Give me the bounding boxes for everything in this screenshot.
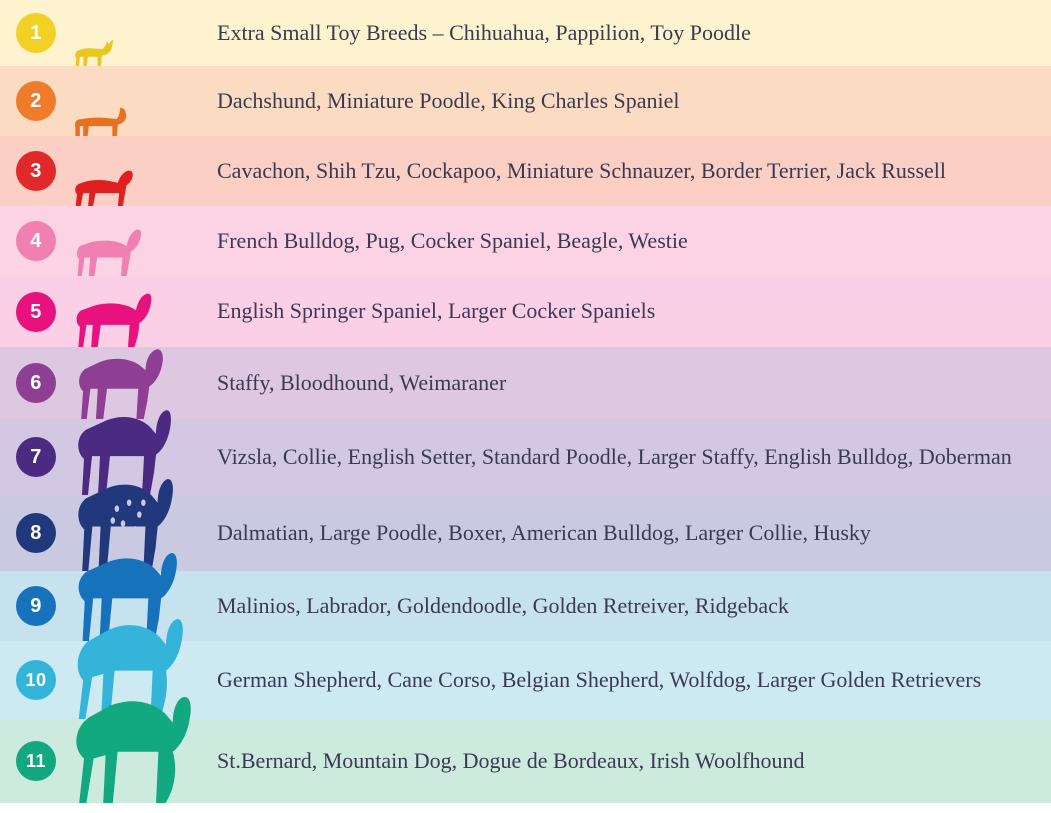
breeds-cell bbox=[212, 298, 1051, 324]
table-row bbox=[0, 719, 1051, 803]
dog-silhouette-cell bbox=[72, 136, 212, 206]
size-number-badge: 6 bbox=[16, 363, 56, 403]
size-badge-cell bbox=[0, 437, 72, 477]
size-number-badge: 3 bbox=[16, 151, 56, 191]
size-badge-cell bbox=[0, 292, 72, 332]
size-number-badge: 5 bbox=[16, 292, 56, 332]
size-badge-cell bbox=[0, 586, 72, 626]
mountain-dog-silhouette bbox=[72, 697, 192, 803]
size-number-badge: 1 bbox=[16, 13, 56, 53]
table-row bbox=[0, 0, 1051, 66]
breeds-label: Malinios, Labrador, Goldendoodle, Golden Retreiver, Ridgeback bbox=[217, 592, 789, 618]
table-row bbox=[0, 276, 1051, 347]
breeds-label: Dalmatian, Large Poodle, Boxer, American Bulldog, Larger Collie, Husky bbox=[217, 519, 871, 545]
dog-silhouette-cell bbox=[72, 206, 212, 276]
size-badge-cell bbox=[0, 660, 72, 700]
dog-silhouette-cell bbox=[72, 66, 212, 136]
size-badge-cell bbox=[0, 13, 72, 53]
breeds-cell bbox=[212, 20, 1051, 46]
breeds-label: Extra Small Toy Breeds – Chihuahua, Pappilion, Toy Poodle bbox=[217, 19, 751, 45]
breeds-cell bbox=[212, 444, 1051, 470]
spaniel-silhouette bbox=[72, 290, 152, 347]
terrier-silhouette bbox=[72, 166, 134, 206]
table-row bbox=[0, 136, 1051, 206]
breeds-cell bbox=[212, 748, 1051, 774]
size-badge-cell bbox=[0, 81, 72, 121]
dachshund-silhouette bbox=[72, 102, 128, 136]
breeds-label: Dachshund, Miniature Poodle, King Charles Spaniel bbox=[217, 87, 680, 113]
size-badge-cell bbox=[0, 151, 72, 191]
size-badge-cell bbox=[0, 363, 72, 403]
size-number-badge: 9 bbox=[16, 586, 56, 626]
breeds-cell bbox=[212, 88, 1051, 114]
breeds-label: St.Bernard, Mountain Dog, Dogue de Bordeaux, Irish Woolfhound bbox=[217, 747, 805, 773]
breeds-cell bbox=[212, 520, 1051, 546]
size-number-badge: 10 bbox=[16, 660, 56, 700]
breeds-cell bbox=[212, 593, 1051, 619]
dog-silhouette-cell bbox=[72, 276, 212, 347]
table-row bbox=[0, 206, 1051, 276]
breeds-label: Cavachon, Shih Tzu, Cockapoo, Miniature Schnauzer, Border Terrier, Jack Russell bbox=[217, 157, 947, 183]
size-badge-cell bbox=[0, 741, 72, 781]
toy-dog-silhouette bbox=[72, 34, 116, 66]
dog-silhouette-cell bbox=[72, 719, 212, 803]
table-row bbox=[0, 66, 1051, 136]
breeds-label: French Bulldog, Pug, Cocker Spaniel, Beagle, Westie bbox=[217, 227, 688, 253]
breeds-cell bbox=[212, 228, 1051, 254]
size-number-badge: 8 bbox=[16, 513, 56, 553]
breeds-cell bbox=[212, 667, 1051, 693]
breeds-label: Vizsla, Collie, English Setter, Standard Poodle, Larger Staffy, English Bulldog, Doberman bbox=[217, 443, 1012, 469]
breeds-cell bbox=[212, 370, 1051, 396]
size-number-badge: 7 bbox=[16, 437, 56, 477]
size-number-badge: 4 bbox=[16, 221, 56, 261]
breeds-label: Staffy, Bloodhound, Weimaraner bbox=[217, 369, 507, 395]
size-number-badge: 2 bbox=[16, 81, 56, 121]
breeds-label: English Springer Spaniel, Larger Cocker Spaniels bbox=[217, 298, 656, 324]
size-badge-cell bbox=[0, 221, 72, 261]
size-number-badge: 11 bbox=[16, 741, 56, 781]
size-badge-cell bbox=[0, 513, 72, 553]
breeds-label: German Shepherd, Cane Corso, Belgian Shepherd, Wolfdog, Larger Golden Retrievers bbox=[217, 666, 982, 692]
pug-silhouette bbox=[72, 224, 142, 276]
breeds-cell bbox=[212, 158, 1051, 184]
dog-silhouette-cell bbox=[72, 0, 212, 66]
